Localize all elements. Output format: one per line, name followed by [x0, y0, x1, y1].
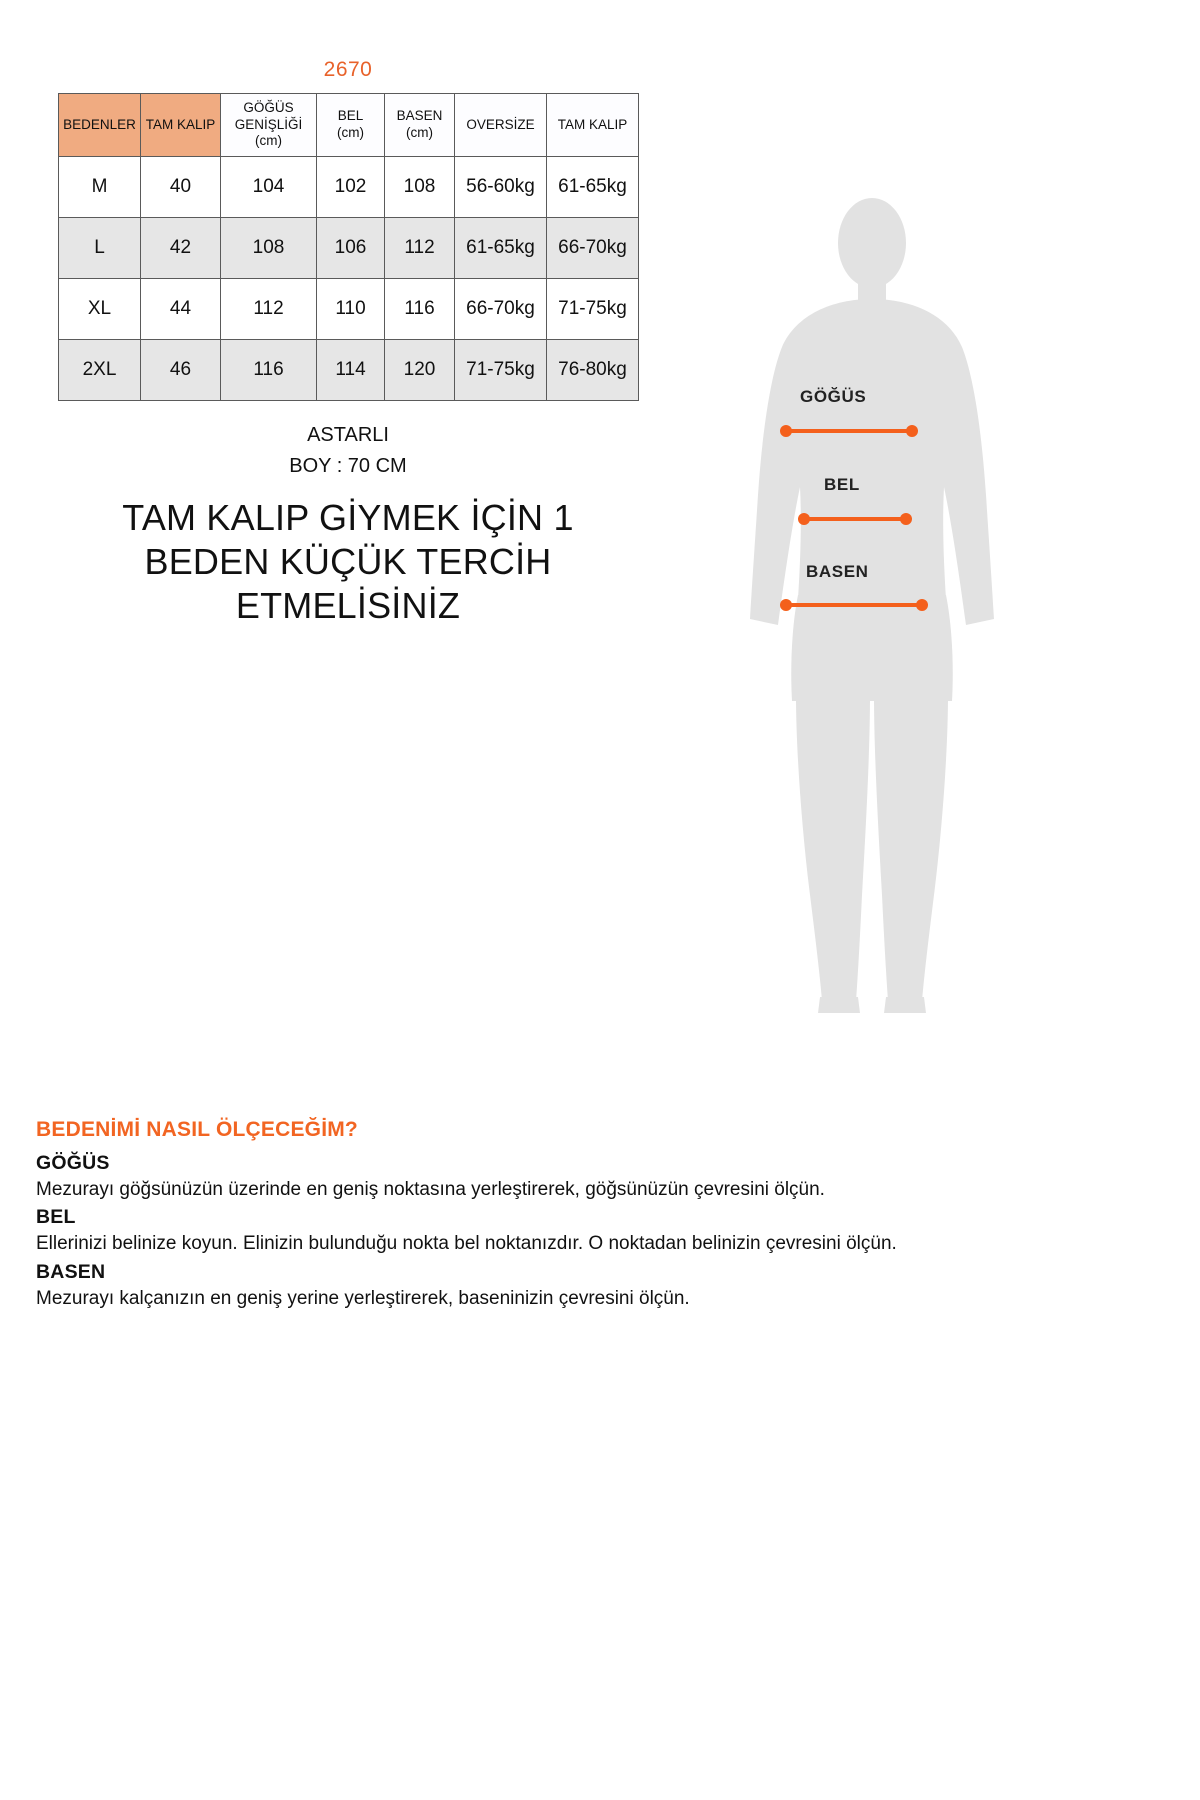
cell-oversize: 61-65kg	[455, 218, 547, 279]
table-row	[59, 218, 639, 279]
how-to-measure-section	[36, 1118, 1096, 1315]
cell-tam-kalip-kg: 61-65kg	[547, 157, 639, 218]
cell-tam-kalip-kg: 71-75kg	[547, 279, 639, 340]
cell-tam-kalip: 40	[141, 157, 221, 218]
header-line-2: (cm)	[406, 125, 433, 140]
table-header-row	[59, 94, 639, 157]
column-header-basen	[385, 94, 455, 157]
size-table-head	[59, 94, 639, 157]
cell-tam-kalip-kg: 66-70kg	[547, 218, 639, 279]
column-header-gogus-genisligi	[221, 94, 317, 157]
cell-gogus: 108	[221, 218, 317, 279]
cell-gogus: 116	[221, 340, 317, 401]
size-table-container	[58, 93, 638, 401]
measure-hip-title: BASEN	[36, 1260, 106, 1283]
cell-bel: 110	[317, 279, 385, 340]
cell-beden: L	[59, 218, 141, 279]
column-header-oversize: OVERSİZE	[455, 94, 547, 157]
measure-waist-title: BEL	[36, 1206, 76, 1229]
table-row	[59, 157, 639, 218]
cell-beden: XL	[59, 279, 141, 340]
measure-waist-text: Ellerinizi belinize koyun. Elinizin bulunduğu nokta bel noktanızdır. O noktadan belinizin çevresini ölçün.	[36, 1233, 897, 1255]
size-table-body	[59, 157, 639, 401]
figure-label-waist: BEL	[824, 475, 860, 494]
cell-tam-kalip-kg: 76-80kg	[547, 340, 639, 401]
cell-tam-kalip: 46	[141, 340, 221, 401]
cell-basen: 112	[385, 218, 455, 279]
how-to-measure-title: BEDENİMİ NASIL ÖLÇECEĞİM?	[36, 1118, 358, 1141]
table-row	[59, 279, 639, 340]
column-header-bel	[317, 94, 385, 157]
product-note-block	[58, 420, 638, 628]
measure-hip-text: Mezurayı kalçanızın en geniş yerine yerleştirerek, baseninizin çevresini ölçün.	[36, 1287, 690, 1309]
header-line-1: BASEN	[396, 108, 443, 124]
measure-chest-text: Mezurayı göğsünüzün üzerinde en geniş noktasına yerleştirerek, göğsünüzün çevresini ölçün.	[36, 1179, 825, 1200]
female-silhouette-icon	[700, 195, 1130, 1055]
header-line-1: GÖĞÜS	[243, 99, 294, 115]
note-length: BOY : 70 CM	[289, 455, 407, 477]
cell-tam-kalip: 44	[141, 279, 221, 340]
cell-oversize: 66-70kg	[455, 279, 547, 340]
column-header-bedenler: BEDENLER	[59, 94, 141, 157]
table-row	[59, 340, 639, 401]
column-header-tam-kalip-kg: TAM KALIP	[547, 94, 639, 157]
cell-beden: M	[59, 157, 141, 218]
header-line-3: (cm)	[255, 133, 282, 149]
body-measurement-figure	[700, 195, 1130, 1055]
header-line-2: (cm)	[337, 125, 364, 140]
cell-bel: 114	[317, 340, 385, 401]
fit-advice-headline: TAM KALIP GİYMEK İÇİN 1 BEDEN KÜÇÜK TERCİH ETMELİSİNİZ	[122, 497, 574, 626]
header-line-2: GENİŞLİĞİ	[234, 116, 303, 132]
cell-bel: 102	[317, 157, 385, 218]
cell-tam-kalip: 42	[141, 218, 221, 279]
cell-oversize: 56-60kg	[455, 157, 547, 218]
cell-gogus: 104	[221, 157, 317, 218]
cell-basen: 116	[385, 279, 455, 340]
column-header-tam-kalip: TAM KALIP	[141, 94, 221, 157]
cell-basen: 108	[385, 157, 455, 218]
cell-basen: 120	[385, 340, 455, 401]
cell-oversize: 71-75kg	[455, 340, 547, 401]
product-code: 2670	[323, 58, 373, 81]
figure-label-chest: GÖĞÜS	[800, 387, 867, 406]
note-lining: ASTARLI	[307, 424, 389, 446]
cell-beden: 2XL	[59, 340, 141, 401]
header-line-1: BEL	[337, 108, 364, 124]
cell-gogus: 112	[221, 279, 317, 340]
size-table	[58, 93, 639, 401]
cell-bel: 106	[317, 218, 385, 279]
figure-label-hip: BASEN	[806, 562, 869, 581]
measure-chest-title: GÖĞÜS	[36, 1152, 110, 1174]
